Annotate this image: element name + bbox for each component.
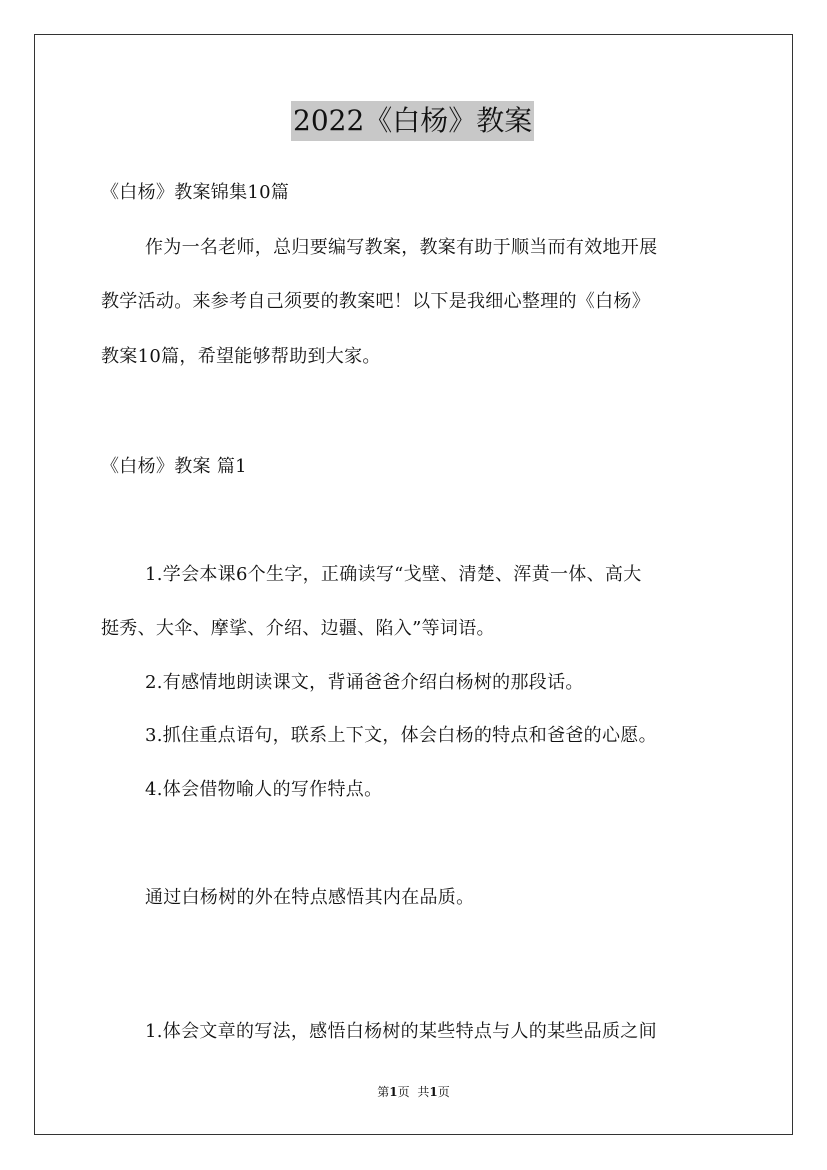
section-heading: 《白杨》教案 篇1	[101, 456, 247, 477]
objective-line-4: 3.抓住重点语句，联系上下文，体会白杨的特点和爸爸的心愿。	[145, 725, 657, 746]
footer-page-suffix: 页	[397, 1085, 410, 1099]
objective-line-5: 4.体会借物喻人的写作特点。	[145, 779, 383, 800]
objective-line-3: 2.有感情地朗读课文，背诵爸爸介绍白杨树的那段话。	[145, 672, 584, 693]
intro-line-1: 作为一名老师，总归要编写教案，教案有助于顺当而有效地开展	[145, 237, 658, 258]
intro-line-3: 教案10篇，希望能够帮助到大家。	[101, 346, 381, 367]
footer-total-number: 1	[429, 1085, 438, 1099]
footer-page-prefix: 第	[377, 1085, 390, 1099]
footer-total-prefix: 共	[417, 1085, 430, 1099]
intro-line-2: 教学活动。来参考自己须要的教案吧！以下是我细心整理的《白杨》	[101, 291, 650, 312]
document-subtitle: 《白杨》教案锦集10篇	[101, 182, 290, 203]
objective-line-2: 挺秀、大伞、摩挲、介绍、边疆、陷入”等词语。	[101, 618, 495, 639]
footer-page-number: 1	[389, 1085, 398, 1099]
objective-line-1: 1.学会本课6个生字，正确读写“戈壁、清楚、浑黄一体、高大	[145, 564, 642, 585]
page-footer	[0, 1084, 827, 1100]
footer-total-suffix: 页	[437, 1085, 450, 1099]
difficulty-line-1: 1.体会文章的写法，感悟白杨树的某些特点与人的某些品质之间	[145, 1021, 657, 1042]
key-point: 通过白杨树的外在特点感悟其内在品质。	[145, 887, 475, 908]
document-title: 2022《白杨》教案	[291, 101, 534, 141]
